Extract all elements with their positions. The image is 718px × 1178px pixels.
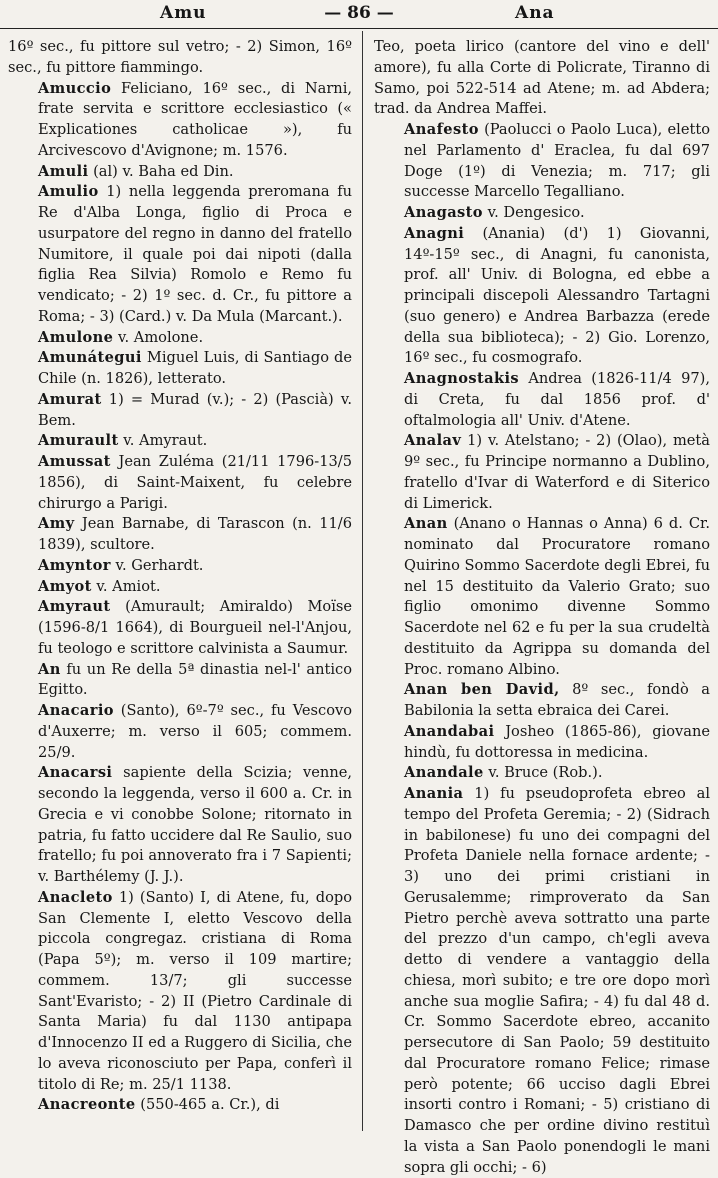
entry-text: 1) nella leggenda preromana fu Re d'Alba Longa, figlio di Proca e usurpatore del regno in danno del fratello Numitore, il quale poi dai nipoti (dalla figlia Rea Silvia) Romolo e Remo fu vendicato; - 2) 1º sec. d. Cr., fu pittore a Roma; - 3) (Card.) v. Da Mula (Marcant.). <box>38 183 352 325</box>
entry-headword: Anafesto <box>404 121 479 138</box>
entry-headword: Anandale <box>404 764 484 782</box>
dictionary-entry <box>8 348 352 390</box>
column-divider <box>362 31 363 1131</box>
entry-headword: Anan <box>404 515 448 533</box>
entry-headword: Anagnostakis <box>404 370 520 387</box>
entry-text: 1) = Murad (v.); - 2) (Pascià) v. Bem. <box>38 390 352 429</box>
entry-text: (Anano o Hannas o Anna) 6 d. Cr. nominato dal Procuratore romano Quirino Sommo Sacerdote degli Ebrei, fu nel 15 destituito da Valerio Grato; suo figlio omonimo divenne Sommo Sacerdote nel 62 e fu per la sua crudeltà destituito da Agrippa su domanda del Proc. romano Albino. <box>404 515 711 678</box>
entry-text: Feliciano, 16º sec., di Narni, frate servita e scrittore ecclesiastico (« Explicationes catholicae »), fu Arcivescovo d'Avignone; m. 1576. <box>38 79 353 159</box>
entry-text: Jean Zuléma (21/11 1796-13/5 1856), di Saint-Maixent, fu celebre chirurgo a Parigi. <box>38 453 352 512</box>
page-header <box>0 0 718 29</box>
entry-text: v. Amyraut. <box>123 432 208 450</box>
entry-text: Josheo (1865-86), giovane hindù, fu dottoressa in medicina. <box>404 722 711 761</box>
dictionary-entry <box>8 556 352 577</box>
entry-headword: Anacarsi <box>38 764 113 782</box>
entry-text: (Amurault; Amiraldo) Moïse (1596-8/1 1664), di Bourgueil nel-l'Anjou, fu teologo e scrittore calvinista a Saumur. <box>38 598 352 657</box>
dictionary-entry <box>8 514 352 556</box>
running-head-right: Ana <box>515 3 555 23</box>
entry-text: 16º sec., fu pittore sul vetro; - 2) Simon, 16º sec., fu pittore fiammingo. <box>8 38 352 76</box>
page-number: — 86 — <box>324 3 394 23</box>
dictionary-entry <box>8 763 352 888</box>
dictionary-entry <box>8 452 352 514</box>
right-column <box>374 37 711 1176</box>
entry-headword: Amyntor <box>38 556 111 574</box>
dictionary-entry <box>8 37 352 79</box>
left-column <box>8 37 352 1129</box>
entry-text: (550-465 a. Cr.), di <box>140 1096 280 1114</box>
entry-text: (Anania) (d') 1) Giovanni, 14º-15º sec., di Anagni, fu canonista, prof. all' Univ. di Bologna, ed ebbe a principali discepoli Alessandro Tartagni (suo genero) e Andrea Barbazza (erede della sua biblioteca); - 2) Gio. Lorenzo, 16º sec., fu cosmografo. <box>404 224 711 367</box>
entry-headword: Anania <box>404 785 464 802</box>
dictionary-entry <box>8 79 352 162</box>
entry-headword: Anacleto <box>38 888 113 906</box>
entry-text: v. Amolone. <box>118 328 204 346</box>
entry-headword: Amulone <box>38 328 114 346</box>
entry-text: 1) (Santo) I, di Atene, fu, dopo San Clemente I, eletto Vescovo della piccola congregaz. cristiana di Roma (Papa 5º); m. verso il 109 martire; commem. 13/7; gli successe Sant'Evaristo; - 2) II (Pietro Cardinale di Santa Maria) fu dal 1130 antipapa d'Innocenzo II ed a Ruggero di Sicilia, che lo aveva riconosciuto per Papa, conferì il titolo di Re; m. 25/1 1138. <box>38 888 352 1093</box>
dictionary-entry <box>374 369 710 431</box>
dictionary-entry <box>8 597 352 659</box>
entry-headword: Anan ben David, <box>404 681 560 699</box>
entry-text: Jean Barnabe, di Tarascon (n. 11/6 1839), scultore. <box>38 515 352 553</box>
dictionary-entry <box>8 1095 352 1116</box>
entry-headword: Amuccio <box>38 79 112 97</box>
dictionary-entry <box>374 784 710 1178</box>
entry-headword: Anagni <box>404 224 465 242</box>
dictionary-entry <box>374 514 710 680</box>
dictionary-entry <box>8 431 352 452</box>
entry-headword: Anacario <box>38 702 114 719</box>
dictionary-entry <box>374 680 710 722</box>
dictionary-entry <box>374 431 710 514</box>
entry-text: v. Dengesico. <box>487 204 585 221</box>
entry-text: v. Gerhardt. <box>115 556 204 574</box>
entry-text: Miguel Luis, di Santiago de Chile (n. 1826), letterato. <box>38 349 353 387</box>
entry-text: (Paolucci o Paolo Luca), eletto nel Parlamento d' Eraclea, fu dal 697 Doge (1º) di Venezia; m. 717; gli successe Marcello Tegalliano. <box>404 121 710 201</box>
entry-text: v. Bruce (Rob.). <box>488 764 603 782</box>
entry-headword: Anacreonte <box>38 1096 136 1114</box>
dictionary-entry <box>8 390 352 432</box>
entry-headword: Amurault <box>38 432 119 450</box>
running-head-left: Amu <box>160 3 207 23</box>
entry-text: (al) v. Baha ed Din. <box>93 162 234 180</box>
entry-text: 1) fu pseudoprofeta ebreo al tempo del Profeta Geremia; - 2) (Sidrach in babilonese) fu uno dei compagni del Profeta Daniele nella fornace ardente; - 3) uno dei primi cristiani in Gerusalemme; rimproverato da San Pietro perchè aveva sottratto una parte del prezzo d'un campo, ch'egli aveva detto di vendere a vantaggio della chiesa, morì subito; e tre ore dopo morì anche sua moglie Safira; - 4) fu dal 48 d. Cr. Sommo Sacerdote ebreo, accanito persecutore di San Paolo; 59 destituito dal Procuratore romano Felice; rimase però potente; 66 ucciso dagli Ebrei insorti contro i Romani; - 5) cristiano di Damasco che per ordine divino restituì la vista a San Paolo ponendogli le mani sopra gli occhi; - 6) <box>404 785 710 1176</box>
entry-headword: Anandabai <box>404 722 495 740</box>
dictionary-entry <box>8 162 352 183</box>
dictionary-entry <box>8 701 352 763</box>
dictionary-entry <box>8 660 352 702</box>
dictionary-entry <box>8 328 352 349</box>
entry-text: sapiente della Scizia; venne, secondo la leggenda, verso il 600 a. Cr. in Grecia e vi conobbe Solone; ritornato in patria, fu fatto uccidere dal Re Saulio, suo fratello; fu poi annoverato fra i 7 Sapienti; v. Barthélemy (J. J.). <box>38 764 353 885</box>
entry-headword: Amuli <box>38 162 89 180</box>
dictionary-entry <box>374 120 710 203</box>
entry-headword: Amyot <box>38 577 92 595</box>
entry-text: fu un Re della 5ª dinastia nel-l' antico Egitto. <box>38 660 352 699</box>
entry-headword: Analav <box>404 432 462 450</box>
dictionary-entry <box>8 577 352 598</box>
dictionary-entry <box>374 763 710 784</box>
entry-headword: Amurat <box>38 390 102 408</box>
entry-text: Andrea (1826-11/4 97), di Creta, fu dal 1856 prof. d' oftalmologia all' Univ. d'Atene. <box>404 370 710 429</box>
entry-headword: Amunátegui <box>38 349 142 367</box>
dictionary-entry <box>374 722 710 764</box>
entry-headword: Amussat <box>38 453 111 470</box>
entry-text: (Santo), 6º-7º sec., fu Vescovo d'Auxerre; m. verso il 605; commem. 25/9. <box>38 702 353 761</box>
entry-text: 8º sec., fondò a Babilonia la setta ebraica dei Carei. <box>404 681 711 719</box>
entry-headword: Anagasto <box>404 204 483 221</box>
entry-headword: Amulio <box>38 183 99 201</box>
dictionary-entry <box>8 888 352 1096</box>
dictionary-entry <box>8 182 352 327</box>
dictionary-entry <box>374 203 710 224</box>
entry-text: v. Amiot. <box>96 577 161 595</box>
entry-headword: Amyraut <box>38 598 111 616</box>
entry-text: 1) v. Atelstano; - 2) (Olao), metà 9º sec., fu Principe normanno a Dublino, fratello d'Ivar di Waterford e di Siterico di Limerick. <box>404 432 710 512</box>
entry-headword: An <box>38 660 61 678</box>
dictionary-entry <box>374 37 710 120</box>
dictionary-entry <box>374 224 710 369</box>
entry-text: Teo, poeta lirico (cantore del vino e dell' amore), fu alla Corte di Policrate, Tiranno di Samo, poi 522-514 ad Atene; m. ad Abdera; trad. da Andrea Maffei. <box>374 38 710 118</box>
entry-headword: Amy <box>38 515 75 533</box>
